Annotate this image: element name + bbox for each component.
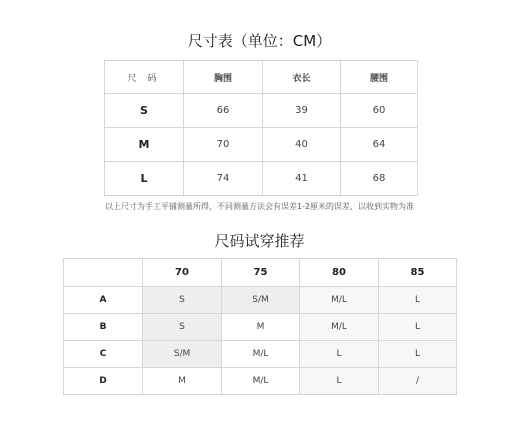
- table-row: [105, 94, 418, 128]
- measurement-note: 以上尺寸为手工平铺测量所得，不同测量方法会有误差1-2厘米的误差，以收到实物为准: [104, 202, 415, 211]
- size-cell: L: [300, 368, 379, 395]
- length-value: 39: [263, 94, 341, 128]
- size-label: S: [105, 94, 184, 128]
- size-cell: S: [143, 287, 222, 314]
- header-75: 75: [222, 259, 300, 287]
- waist-value: 64: [341, 128, 418, 162]
- cup-label: B: [64, 314, 143, 341]
- size-chart-title: 尺寸表（单位：CM）: [187, 32, 332, 50]
- size-cell: S/M: [143, 341, 222, 368]
- header-bust: 胸围: [184, 61, 263, 94]
- recommendation-table: [63, 258, 457, 395]
- size-chart-header-row: [105, 61, 418, 94]
- header-80: 80: [300, 259, 379, 287]
- table-row: [64, 314, 457, 341]
- cup-label: C: [64, 341, 143, 368]
- recommendation-header-row: [64, 259, 457, 287]
- size-cell: L: [379, 341, 457, 368]
- size-cell: M: [222, 314, 300, 341]
- table-row: [105, 128, 418, 162]
- size-label: M: [105, 128, 184, 162]
- bust-value: 74: [184, 162, 263, 196]
- cup-label: A: [64, 287, 143, 314]
- table-row: [64, 368, 457, 395]
- length-value: 40: [263, 128, 341, 162]
- size-cell: M/L: [300, 314, 379, 341]
- size-cell: M/L: [222, 368, 300, 395]
- cup-label: D: [64, 368, 143, 395]
- waist-value: 68: [341, 162, 418, 196]
- waist-value: 60: [341, 94, 418, 128]
- header-70: 70: [143, 259, 222, 287]
- table-row: [64, 341, 457, 368]
- size-cell: L: [379, 314, 457, 341]
- recommendation-title: 尺码试穿推荐: [214, 232, 305, 250]
- length-value: 41: [263, 162, 341, 196]
- size-cell: /: [379, 368, 457, 395]
- size-cell: M/L: [300, 287, 379, 314]
- header-size: 尺 码: [105, 61, 184, 94]
- size-cell: S/M: [222, 287, 300, 314]
- size-cell: M: [143, 368, 222, 395]
- bust-value: 70: [184, 128, 263, 162]
- bust-value: 66: [184, 94, 263, 128]
- header-length: 衣长: [263, 61, 341, 94]
- size-cell: L: [379, 287, 457, 314]
- header-waist: 腰围: [341, 61, 418, 94]
- table-row: [105, 162, 418, 196]
- size-chart-table: [104, 60, 418, 196]
- header-85: 85: [379, 259, 457, 287]
- size-cell: M/L: [222, 341, 300, 368]
- table-row: [64, 287, 457, 314]
- size-cell: L: [300, 341, 379, 368]
- header-empty: [64, 259, 143, 287]
- size-cell: S: [143, 314, 222, 341]
- size-label: L: [105, 162, 184, 196]
